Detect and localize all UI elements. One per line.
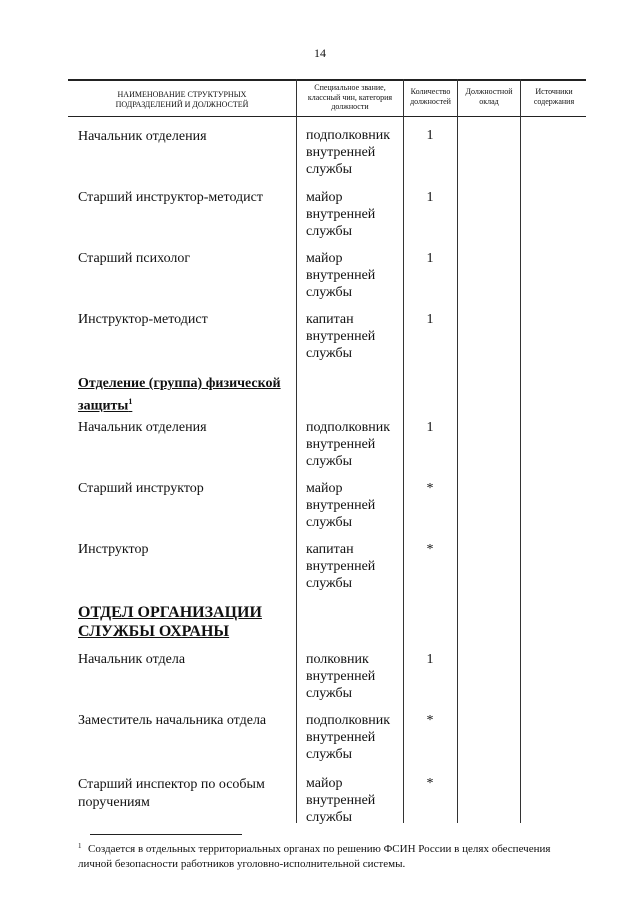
position-count: * bbox=[426, 776, 434, 791]
footnote-line: Создается в отдельных территориальных органах по решению ФСИН России в целях обеспечения bbox=[88, 843, 551, 855]
position-name: Старший инструктор-методист bbox=[78, 190, 263, 205]
footnote-line: личной безопасности работников уголовно-исполнительной системы. bbox=[78, 858, 406, 870]
position-count: * bbox=[426, 713, 434, 728]
header-rank: Специальное звание, классный чин, категория должности bbox=[307, 83, 393, 111]
position-count: * bbox=[426, 481, 434, 496]
position-name: Старший инструктор bbox=[78, 481, 204, 496]
table-header-rule bbox=[68, 116, 586, 117]
column-divider bbox=[457, 79, 458, 823]
position-count: 1 bbox=[426, 312, 434, 327]
position-rank: майор внутренней службы bbox=[306, 776, 376, 825]
section-heading: Отделение (группа) физической защиты$^1$ bbox=[78, 376, 281, 414]
position-rank: капитан внутренней службы bbox=[306, 542, 376, 591]
position-rank: подполковник внутренней службы bbox=[306, 713, 390, 762]
header-name: НАИМЕНОВАНИЕ СТРУКТУРНЫХ ПОДРАЗДЕЛЕНИЙ И ДОЛЖНОСТЕЙ bbox=[115, 90, 249, 109]
position-count: 1 bbox=[426, 420, 434, 435]
position-rank: полковник внутренней службы bbox=[306, 652, 376, 701]
section-heading: ОТДЕЛ ОРГАНИЗАЦИИ СЛУЖБЫ ОХРАНЫ bbox=[78, 604, 262, 640]
table-top-rule bbox=[68, 79, 586, 81]
header-sources: Источники содержания bbox=[533, 87, 575, 106]
position-rank: подполковник внутренней службы bbox=[306, 128, 390, 177]
position-count: 1 bbox=[426, 190, 434, 205]
footnote-mark: 1 bbox=[128, 397, 133, 406]
position-rank: подполковник внутренней службы bbox=[306, 420, 390, 469]
column-divider bbox=[520, 79, 521, 823]
position-count: 1 bbox=[426, 128, 434, 143]
position-count: * bbox=[426, 542, 434, 557]
position-rank: майор внутренней службы bbox=[306, 190, 376, 239]
position-name: Начальник отдела bbox=[78, 652, 186, 667]
position-name: Инструктор bbox=[78, 542, 149, 557]
footnote bbox=[78, 842, 598, 872]
position-name: Старший инспектор по особым поручениям bbox=[78, 777, 265, 810]
position-name: Инструктор-методист bbox=[78, 312, 208, 327]
position-count: 1 bbox=[426, 251, 434, 266]
position-rank: майор внутренней службы bbox=[306, 481, 376, 530]
position-rank: майор внутренней службы bbox=[306, 251, 376, 300]
position-name: Старший психолог bbox=[78, 251, 191, 266]
position-name: Заместитель начальника отдела bbox=[78, 713, 267, 728]
column-divider bbox=[296, 79, 297, 823]
position-name: Начальник отделения bbox=[78, 420, 207, 435]
footnote-mark: 1 bbox=[78, 842, 82, 850]
position-name: Начальник отделения bbox=[78, 129, 207, 144]
header-salary: Должностной оклад bbox=[465, 87, 513, 106]
position-count: 1 bbox=[426, 652, 434, 667]
position-rank: капитан внутренней службы bbox=[306, 312, 376, 361]
footnote-rule bbox=[90, 834, 242, 835]
header-count: Количество должностей bbox=[410, 87, 451, 106]
page-number: 14 bbox=[314, 46, 326, 60]
